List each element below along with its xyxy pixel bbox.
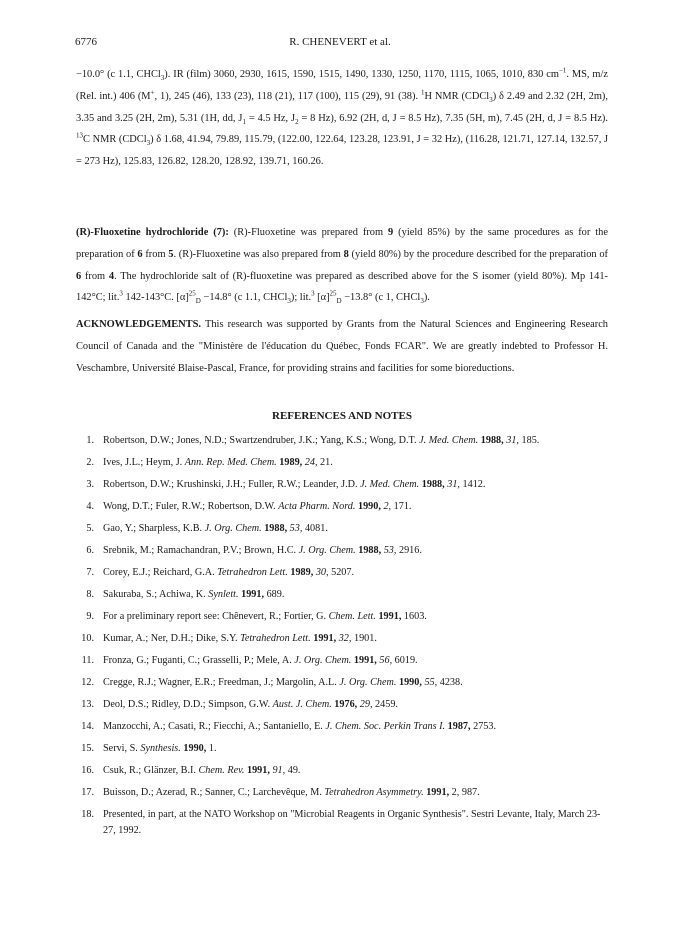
reference-item: 3. Robertson, D.W.; Krushinski, J.H.; Fuller, R.W.; Leander, J.D. J. Med. Chem. 1988, 31, 1412. (86, 479, 486, 490)
running-header (75, 36, 605, 52)
reference-item: 1. Robertson, D.W.; Jones, N.D.; Swartzendruber, J.K.; Yang, K.S.; Wong, D.T. J. Med. Chem. 1988, 31, 185. (86, 435, 540, 446)
reference-item: 2. Ives, J.L.; Heym, J. Ann. Rep. Med. Chem. 1989, 24, 21. (86, 457, 333, 468)
reference-item: 15. Servi, S. Synthesis. 1990, 1. (81, 743, 217, 754)
reference-item: 8. Sakuraba, S.; Achiwa, K. Synlett. 1991, 689. (86, 589, 285, 600)
spectral-data-paragraph: −10.0° (c 1.1, CHCl$_3$). IR (film) 3060, 2930, 1615, 1590, 1515, 1490, 1330, 1250, 1170, 1115, 1065, 1010, 830 $cm^{-1}$. MS, m/z (Rel. int.) 406 (M+, 1), 245 (46), 133 (23), 118 (21), 117 (100), 115 (29), 91 (38). $^1$H NMR (CDCl$_3$) δ 2.49 and 2.32 (2H, 2m), 3.35 and 3.25 (2H, 2m), 5.31 (1H, dd, $J_1 = 4.5$ Hz, $J_2 = 8$ Hz), 6.92 (2H, d, J = 8.5 Hz), 7.35 (5H, m), 7.45 (2H, d, J = 8.5 Hz). $^{13}$C NMR (CDCl$_3$) δ 1.68, 41.94, 79.89, 115.79, (122.00, 122.64, 123.28, 123.91, J = 32 Hz), (116.28, 121.71, 127.14, 132.57, J = 273 Hz), 125.83, 126.82, 128.20, 128.92, 139.71, 160.26. (76, 66, 608, 168)
reference-item: 5. Gao, Y.; Sharpless, K.B. J. Org. Chem. 1988, 53, 4081. (86, 523, 328, 534)
reference-item: 13. Deol, D.S.; Ridley, D.D.; Simpson, G.W. Aust. J. Chem. 1976, 29, 2459. (81, 699, 398, 710)
reference-item: 17. Buisson, D.; Azerad, R.; Sanner, C.; Larchevêque, M. Tetrahedron Asymmetry. 1991, 2, 987. (81, 787, 480, 798)
reference-item: 7. Corey, E.J.; Reichard, G.A. Tetrahedron Lett. 1989, 30, 5207. (86, 567, 355, 578)
acknowledgements (76, 314, 608, 379)
references-list (76, 433, 608, 845)
page-number: 6776 (75, 36, 97, 48)
acknowledgements-heading: ACKNOWLEDGEMENTS. (76, 319, 201, 330)
fluoxetine-hcl-paragraph: (R)-Fluoxetine hydrochloride (7): (R)-Fluoxetine was prepared from 9 (yield 85%) by the same procedures as for the preparation of 6 from 5. (R)-Fluoxetine was also prepared from 8 (yield 80%) by the procedure described for the preparation of 6 from 4. The hydrochloride salt of (R)-fluoxetine was prepared as described above for the S isomer (yield 80%). Mp 141-142°C; lit.$^3$ 142-143°C. $[\alpha]^{25}_D -14.8^\circ$ (c 1.1, CHCl$_3$); lit.$^3$ $[\alpha]^{25}_D -13.8^\circ$ (c 1, CHCl$_3$). (76, 227, 608, 306)
references-heading: REFERENCES AND NOTES (272, 410, 412, 422)
reference-item: 10. Kumar, A.; Ner, D.H.; Dike, S.Y. Tetrahedron Lett. 1991, 32, 1901. (81, 633, 377, 644)
running-authors: R. CHENEVERT et al. (289, 36, 391, 48)
reference-item: 14. Manzocchi, A.; Casati, R.; Fiecchi, A.; Santaniello, E. J. Chem. Soc. Perkin Trans I. 1987, 2753. (81, 721, 497, 732)
acknowledgements-text: This research was supported by Grants from the Natural Sciences and Engineering Research Council of Canada and the "Ministère de l'éducation du Québec, Fonds FCAR". We are greatly indebted to Professor H. Veschambre, Université Blaise-Pascal, France, for providing strains and facilities for some bioreductions. (76, 319, 608, 374)
reference-item: 18. Presented, in part, at the NATO Workshop on "Microbial Reagents in Organic Synthesis". Sestri Levante, Italy, March 23-27, 1992. (81, 809, 601, 836)
reference-item: 6. Srebnik, M.; Ramachandran, P.V.; Brown, H.C. J. Org. Chem. 1988, 53, 2916. (86, 545, 422, 556)
reference-item: 12. Cregge, R.J.; Wagner, E.R.; Freedman, J.; Margolin, A.L. J. Org. Chem. 1990, 55, 4238. (81, 677, 463, 688)
reference-item: 16. Csuk, R.; Glänzer, B.I. Chem. Rev. 1991, 91, 49. (81, 765, 301, 776)
reference-item: 4. Wong, D.T.; Fuler, R.W.; Robertson, D.W. Acta Pharm. Nord. 1990, 2, 171. (86, 501, 412, 512)
reference-item: 11. Fronza, G.; Fuganti, C.; Grasselli, P.; Mele, A. J. Org. Chem. 1991, 56, 6019. (81, 655, 418, 666)
compound-heading: (R)-Fluoxetine hydrochloride (7): (76, 227, 229, 238)
reference-item: 9. For a preliminary report see: Chênevert, R.; Fortier, G. Chem. Lett. 1991, 1603. (86, 611, 427, 622)
